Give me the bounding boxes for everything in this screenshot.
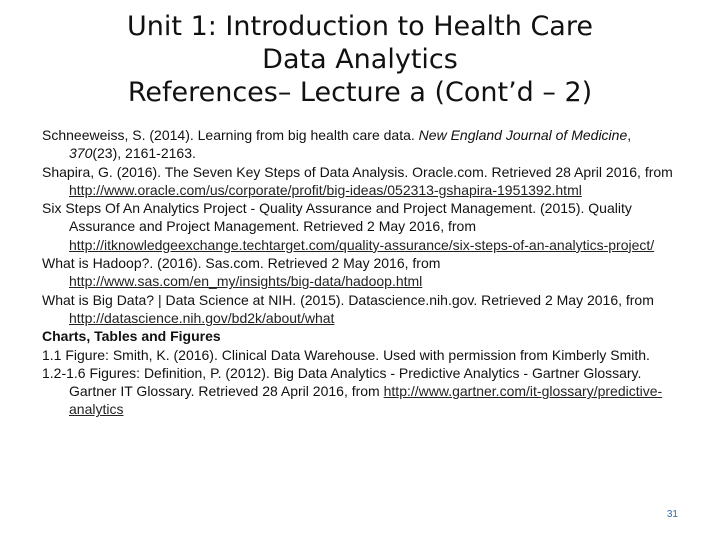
reference-item: [42, 254, 682, 291]
reference-item: [42, 126, 682, 163]
section-heading-figures: Charts, Tables and Figures: [42, 328, 221, 345]
reference-text: ,: [627, 127, 632, 143]
journal-volume: 370: [69, 145, 93, 162]
journal-title: New England Journal of Medicine: [418, 127, 628, 143]
reference-text: (23), 2161-2163.: [92, 145, 196, 162]
reference-text: Six Steps Of An Analytics Project - Quality Assurance and Project Management. (2015). Quality Assurance and Project Management. Retrieved 2 May 2016, from: [42, 200, 632, 235]
slide-title: [40, 10, 680, 109]
title-line-2: Data Analytics: [262, 44, 458, 75]
title-line-3: References– Lecture a (Cont’d – 2): [127, 77, 593, 108]
reference-item: [42, 199, 682, 254]
page-number: 31: [666, 509, 678, 520]
title-line-1: Unit 1: Introduction to Health Care: [127, 11, 593, 42]
figure-credit-link[interactable]: http://www.gartner.com/it-glossary/predictive-analytics: [69, 383, 663, 418]
figure-credit-item: [42, 346, 682, 364]
figure-credit-text: 1.2-1.6 Figures: Definition, P. (2012). Big Data Analytics - Predictive Analytics - Gartner Glossary. Gartner IT Glossary. Retrieved 28 April 2016, from: [42, 364, 642, 400]
reference-text: Schneeweiss, S. (2014). Learning from big health care data.: [42, 127, 419, 143]
reference-item: [42, 291, 682, 328]
reference-text: What is Big Data? | Data Science at NIH. (2015). Datascience.nih.gov. Retrieved 2 May 2016, from: [42, 291, 654, 308]
reference-link[interactable]: http://www.sas.com/en_my/insights/big-data/hadoop.html: [69, 273, 423, 290]
reference-link[interactable]: http://datascience.nih.gov/bd2k/about/what: [69, 309, 335, 326]
figure-credit-item: [42, 364, 682, 419]
references-list: [42, 126, 682, 419]
reference-text: Shapira, G. (2016). The Seven Key Steps of Data Analysis. Oracle.com. Retrieved 28 April 2016, from: [42, 163, 673, 180]
reference-link[interactable]: http://www.oracle.com/us/corporate/profit/big-ideas/052313-gshapira-1951392.html: [69, 181, 582, 198]
reference-text: What is Hadoop?. (2016). Sas.com. Retrieved 2 May 2016, from: [42, 255, 441, 272]
reference-item: [42, 163, 682, 200]
reference-link[interactable]: http://itknowledgeexchange.techtarget.com/quality-assurance/six-steps-of-an-analytics-project/: [69, 236, 655, 253]
figure-credit-text: 1.1 Figure: Smith, K. (2016). Clinical Data Warehouse. Used with permission from Kimberly Smith.: [42, 346, 650, 363]
